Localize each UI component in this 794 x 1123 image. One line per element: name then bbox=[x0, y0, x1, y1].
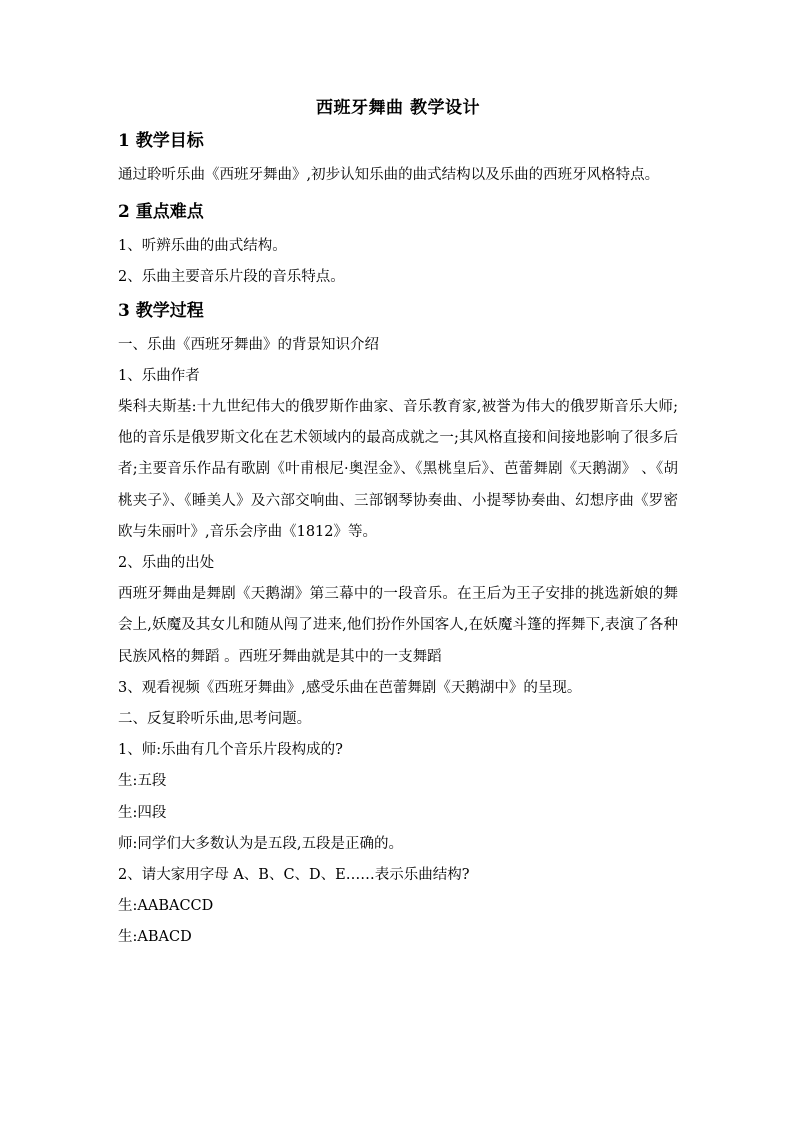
paragraph: 生:四段 bbox=[118, 804, 167, 821]
paragraph: 二、反复聆听乐曲,思考问题。 bbox=[118, 711, 312, 728]
paragraph: 一、乐曲《西班牙舞曲》的背景知识介绍 bbox=[118, 336, 379, 353]
paragraph: 柴科夫斯基:十九世纪伟大的俄罗斯作曲家、音乐教育家,被誉为伟大的俄罗斯音乐大师;他的音乐是俄罗斯文化在艺术领域内的最高成就之一;其风格直接和间接地影响了很多后者;主要音乐作品有歌剧《叶甫根尼·奥涅金》、《黑桃皇后》、芭蕾舞剧《天鹅湖》 、《胡桃夹子》、《睡美人》及六部交响曲、三部钢琴协奏曲、小提琴协奏曲、幻想序曲《罗密欧与朱丽叶》,音乐会序曲《1812》等。 bbox=[118, 399, 678, 540]
section-heading-objectives: 1 教学目标 bbox=[118, 131, 204, 151]
paragraph: 2、乐曲主要音乐片段的音乐特点。 bbox=[118, 269, 345, 286]
document-title: 西班牙舞曲 教学设计 bbox=[316, 98, 480, 118]
paragraph: 1、乐曲作者 bbox=[118, 367, 200, 384]
paragraph: 通过聆听乐曲《西班牙舞曲》,初步认知乐曲的曲式结构以及乐曲的西班牙风格特点。 bbox=[118, 167, 660, 183]
section-heading-teaching-process: 3 教学过程 bbox=[118, 300, 204, 321]
paragraph: 西班牙舞曲是舞剧《天鹅湖》第三幕中的一段音乐。在王后为王子安排的挑选新娘的舞会上,妖魔及其女儿和随从闯了进来,他们扮作外国客人,在妖魔斗篷的挥舞下,表演了各种民族风格的舞蹈 。西班牙舞曲就是其中的一支舞蹈 bbox=[118, 586, 678, 665]
paragraph: 1、师:乐曲有几个音乐片段构成的? bbox=[118, 742, 343, 759]
paragraph: 师:同学们大多数认为是五段,五段是正确的。 bbox=[118, 835, 403, 852]
paragraph: 生:五段 bbox=[118, 773, 167, 790]
paragraph: 3、观看视频《西班牙舞曲》,感受乐曲在芭蕾舞剧《天鹅湖中》的呈现。 bbox=[118, 679, 582, 696]
paragraph: 2、请大家用字母 A、B、C、D、E……表示乐曲结构? bbox=[118, 867, 470, 884]
section-heading-key-points: 2 重点难点 bbox=[118, 202, 204, 223]
paragraph: 生:ABACD bbox=[118, 929, 192, 946]
paragraph: 2、乐曲的出处 bbox=[118, 555, 215, 572]
paragraph: 生:AABACCD bbox=[118, 898, 214, 915]
paragraph: 1、听辨乐曲的曲式结构。 bbox=[118, 238, 287, 255]
document-page bbox=[118, 94, 678, 954]
